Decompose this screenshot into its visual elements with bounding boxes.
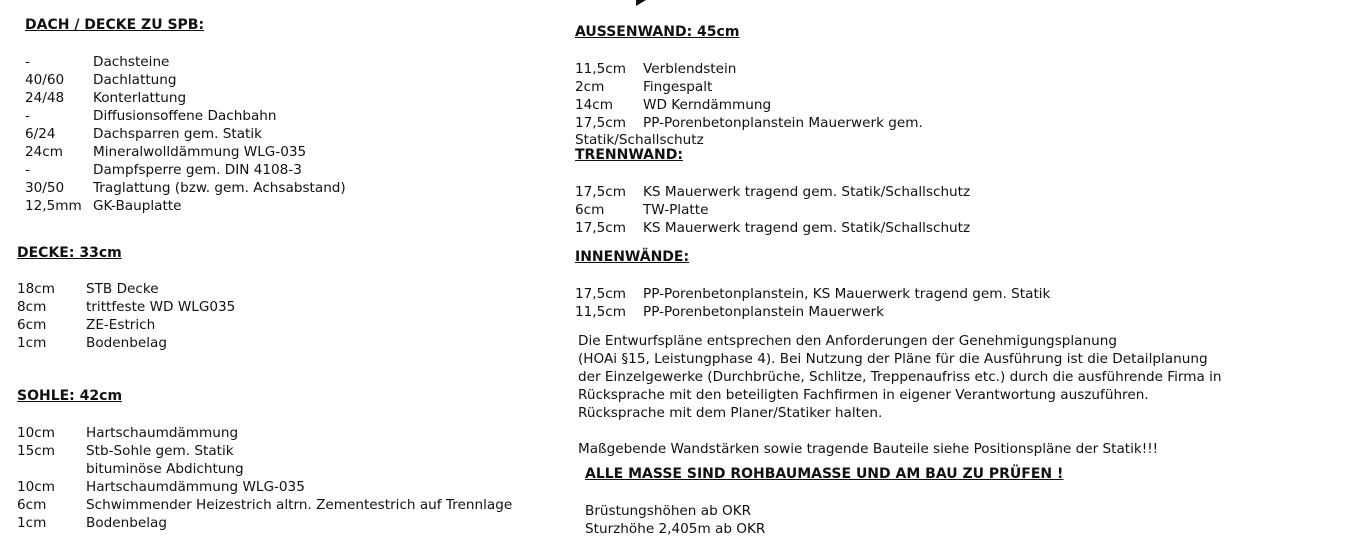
dach-row-dimension: 30/50 <box>25 180 65 196</box>
bruestung-note: Brüstungshöhen ab OKR <box>585 503 752 519</box>
dach-row-dimension: 40/60 <box>25 72 65 88</box>
trennwand-row-dimension: 6cm <box>575 202 605 218</box>
sohle-row-description: Stb-Sohle gem. Statik <box>86 443 234 459</box>
sohle-row-description: Schwimmender Heizestrich altrn. Zementestrich auf Trennlage <box>86 497 513 513</box>
sturz-note: Sturzhöhe 2,405m ab OKR <box>585 521 766 537</box>
sohle-row-dimension: 6cm <box>17 497 47 513</box>
dach-row-description: Diffusionsoffene Dachbahn <box>93 108 277 124</box>
aussenwand-row-description: Verblendstein <box>643 61 737 77</box>
notes-paragraph-line: Rücksprache mit dem Planer/Statiker halten. <box>578 405 883 421</box>
decke-row-dimension: 8cm <box>17 299 47 315</box>
dach-row-description: Konterlattung <box>93 90 187 106</box>
dach-row-dimension: 24cm <box>25 144 64 160</box>
aussenwand-row-description: Fingespalt <box>643 79 713 95</box>
notes-paragraph-line: Die Entwurfspläne entsprechen den Anforderungen der Genehmigungsplanung <box>578 333 1117 349</box>
top-arrow-mark <box>636 0 646 6</box>
decke-row-description: trittfeste WD WLG035 <box>86 299 236 315</box>
trennwand-heading: TRENNWAND: <box>575 147 683 163</box>
aussenwand-row-description: WD Kerndämmung <box>643 97 772 113</box>
innenwaende-row-dimension: 17,5cm <box>575 286 626 302</box>
decke-row-dimension: 6cm <box>17 317 47 333</box>
sohle-row-dimension: 10cm <box>17 479 56 495</box>
trennwand-row-dimension: 17,5cm <box>575 220 626 236</box>
sohle-row-description: Hartschaumdämmung <box>86 425 239 441</box>
notes-paragraph-line: (HOAi §15, Leistungphase 4). Bei Nutzung der Pläne für die Ausführung ist die Detailplanung <box>578 351 1208 367</box>
innenwaende-row-dimension: 11,5cm <box>575 304 626 320</box>
dach-row-description: Dachsteine <box>93 54 170 70</box>
sohle-row-dimension: 1cm <box>17 515 47 531</box>
notes-paragraph-line: Rücksprache mit den beteiligten Fachfirmen in eigener Verantwortung auszuführen. <box>578 387 1149 403</box>
dach-row-description: Traglattung (bzw. gem. Achsabstand) <box>93 180 346 196</box>
trennwand-row-dimension: 17,5cm <box>575 184 626 200</box>
aussenwand-row-description: PP-Porenbetonplanstein Mauerwerk gem. <box>643 115 923 131</box>
dach-heading: DACH / DECKE ZU SPB: <box>25 17 205 33</box>
decke-row-dimension: 18cm <box>17 281 56 297</box>
rohbau-warning: ALLE MASSE SIND ROHBAUMASSE UND AM BAU ZU PRÜFEN ! <box>585 466 1064 482</box>
aussenwand-heading: AUSSENWAND: 45cm <box>575 24 740 40</box>
aussenwand-row-dimension: 2cm <box>575 79 605 95</box>
dach-row-description: Dachsparren gem. Statik <box>93 126 263 142</box>
decke-row-description: STB Decke <box>86 281 159 297</box>
dach-row-dimension: 6/24 <box>25 126 56 142</box>
aussenwand-row-dimension: 11,5cm <box>575 61 626 77</box>
sohle-row-dimension: 15cm <box>17 443 56 459</box>
notes-paragraph-line: der Einzelgewerke (Durchbrüche, Schlitze, Treppenaufriss etc.) durch die ausführende Firma in <box>578 369 1222 385</box>
dach-row-description: Dampfsperre gem. DIN 4108-3 <box>93 162 302 178</box>
dach-row-dimension: 24/48 <box>25 90 65 106</box>
sohle-row-dimension: 10cm <box>17 425 56 441</box>
decke-row-description: Bodenbelag <box>86 335 167 351</box>
innenwaende-heading: INNENWÄNDE: <box>575 249 690 265</box>
trennwand-row-description: KS Mauerwerk tragend gem. Statik/Schallschutz <box>643 184 971 200</box>
aussenwand-continuation: Statik/Schallschutz <box>575 132 704 148</box>
statik-note: Maßgebende Wandstärken sowie tragende Bauteile siehe Positionspläne der Statik!!! <box>578 441 1159 457</box>
dach-row-dimension: 12,5mm <box>25 198 82 214</box>
sohle-row-description: Bodenbelag <box>86 515 167 531</box>
dach-row-dimension: - <box>25 162 30 178</box>
sohle-row-description: bituminöse Abdichtung <box>86 461 244 477</box>
innenwaende-row-description: PP-Porenbetonplanstein, KS Mauerwerk tragend gem. Statik <box>643 286 1051 302</box>
decke-row-dimension: 1cm <box>17 335 47 351</box>
dach-row-description: Mineralwolldämmung WLG-035 <box>93 144 307 160</box>
trennwand-row-description: KS Mauerwerk tragend gem. Statik/Schallschutz <box>643 220 971 236</box>
dach-row-description: Dachlattung <box>93 72 177 88</box>
dach-row-dimension: - <box>25 108 30 124</box>
dach-row-description: GK-Bauplatte <box>93 198 182 214</box>
trennwand-row-description: TW-Platte <box>643 202 709 218</box>
aussenwand-row-dimension: 14cm <box>575 97 614 113</box>
innenwaende-row-description: PP-Porenbetonplanstein Mauerwerk <box>643 304 884 320</box>
decke-row-description: ZE-Estrich <box>86 317 156 333</box>
decke-heading: DECKE: 33cm <box>17 245 122 261</box>
sohle-heading: SOHLE: 42cm <box>17 388 123 404</box>
sohle-row-description: Hartschaumdämmung WLG-035 <box>86 479 305 495</box>
dach-row-dimension: - <box>25 54 30 70</box>
aussenwand-row-dimension: 17,5cm <box>575 115 626 131</box>
